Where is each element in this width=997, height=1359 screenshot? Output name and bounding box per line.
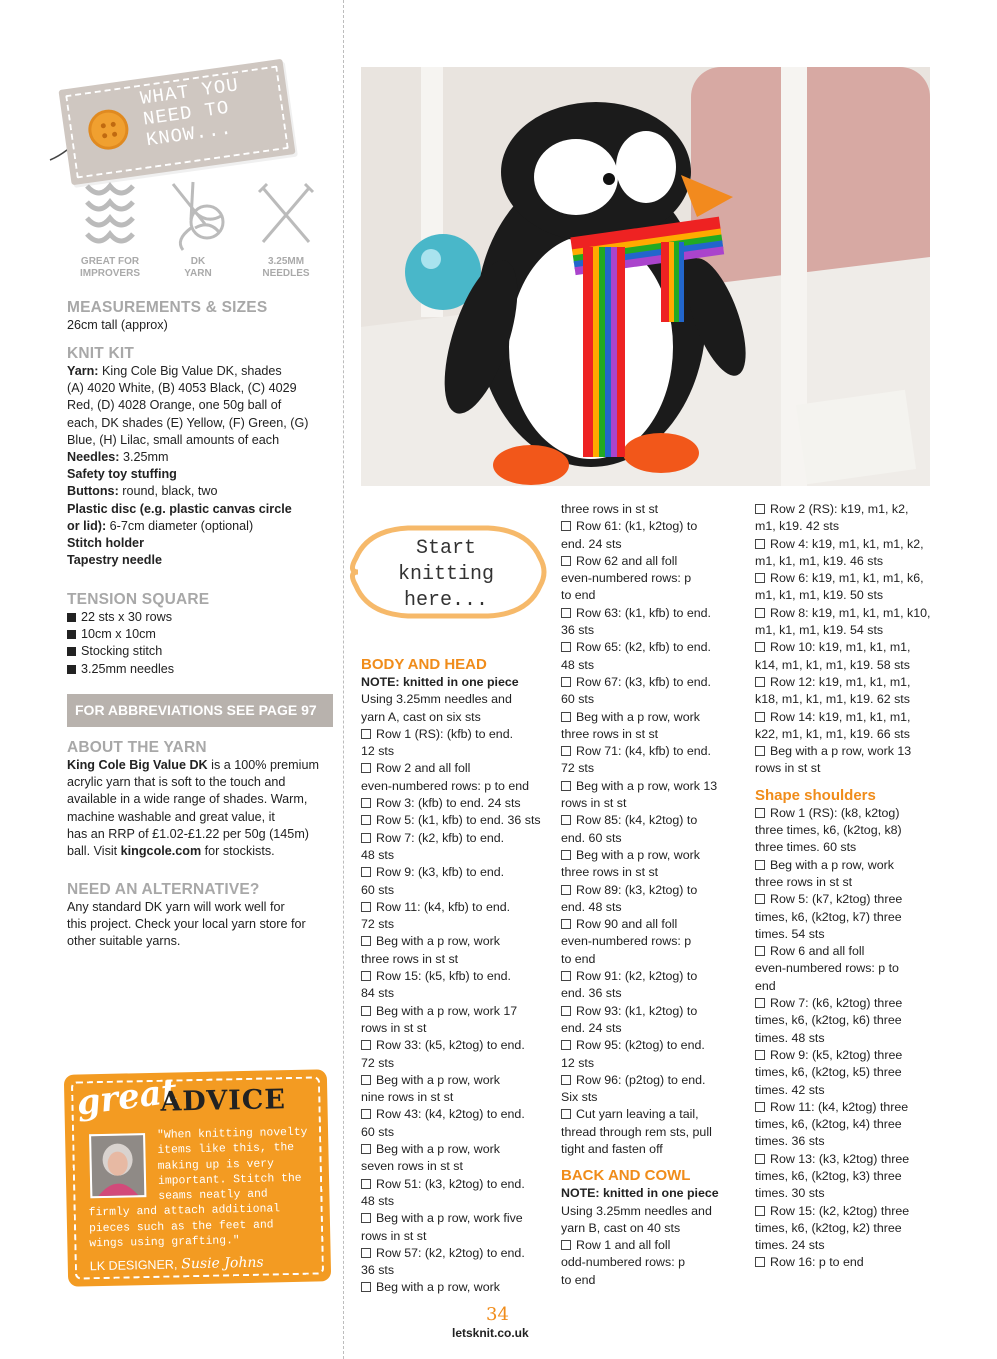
pattern-row-checkbox-line: Row 11: (k4, k2tog) three [755,1099,941,1116]
pattern-note: NOTE: knitted in one piece [361,675,519,689]
pattern-row-checkbox-line: Row 11: (k4, kfb) to end. [361,899,547,916]
pattern-row-checkbox-line: Row 71: (k4, kfb) to end. [561,743,747,760]
pattern-line: 72 sts [361,1055,395,1070]
pattern-line: 60 sts [561,692,595,707]
pattern-row-checkbox-line: Row 1 and all foll [561,1237,747,1254]
pattern-line: 12 sts [361,744,395,759]
pattern-line: times, k6, (k2tog, k7) three [755,909,902,924]
kit-line: Tapestry needle [67,553,162,568]
pattern-line: 36 sts [361,1263,395,1278]
pattern-row-checkbox-line: Cut yarn leaving a tail, [561,1106,747,1123]
kit-line: Red, (D) 4028 Orange, one 50g ball of [67,398,282,413]
abbreviations-bar: FOR ABBREVIATIONS SEE PAGE 97 [67,694,333,727]
pattern-row-checkbox-line: Beg with a p row, work 17 [361,1003,547,1020]
icon-label-improvers: GREAT FOR IMPROVERS [79,256,140,279]
section-heading: BACK AND COWL [561,1167,691,1185]
pattern-row-checkbox-line: Row 1 (RS): (kfb) to end. [361,726,547,743]
pattern-row-checkbox-line: Beg with a p row, work five [361,1210,547,1227]
improvers-badge [70,180,150,280]
pattern-line: even-numbered rows: p [561,934,692,949]
stitch-icon [77,180,143,252]
pattern-line: end. 36 sts [561,986,622,1001]
site-url: letsknit.co.uk [452,1326,529,1340]
pattern-line: three rows in st st [561,726,659,741]
pattern-line: end. 60 sts [561,830,622,845]
pattern-line: odd-numbered rows: p [561,1255,685,1270]
kit-line: Stitch holder [67,536,144,551]
pattern-row-checkbox-line: Row 2 and all foll [361,760,547,777]
pattern-row-checkbox-line: Row 9: (k3, kfb) to end. [361,864,547,881]
pattern-line: times, k6, (k2tog, k6) three [755,1013,902,1028]
kit-line: Blue, (H) Lilac, small amounts of each [67,432,280,447]
pattern-row-checkbox-line: Row 9: (k5, k2tog) three [755,1047,941,1064]
kit-line: Plastic disc (e.g. plastic canvas circle [67,501,292,516]
pattern-line: 48 sts [561,657,595,672]
pattern-line: even-numbered rows: p to [755,961,899,976]
yarn-line: available in a wide range of shades. Warm, [67,792,308,807]
pattern-row-checkbox-line: Row 13: (k3, k2tog) three [755,1151,941,1168]
pattern-line: times. 36 sts [755,1134,825,1149]
pattern-row-checkbox-line: Beg with a p row, work [755,857,941,874]
page-number: 34 [486,1304,509,1325]
pattern-row-checkbox-line: Row 93: (k1, k2tog) to [561,1003,747,1020]
measurements-text: 26cm tall (approx) [67,318,168,332]
icon-label-yarn: DK YARN [184,256,212,279]
pattern-line: three times, k6, (k2tog, k8) [755,823,902,838]
pattern-row-checkbox-line: Row 7: (k6, k2tog) three [755,995,941,1012]
pattern-line: 12 sts [561,1055,595,1070]
pattern-line: three times. 60 sts [755,840,857,855]
pattern-line: times. 24 sts [755,1238,825,1253]
pattern-line: m1, k1, m1, k19. 54 sts [755,623,884,638]
pattern-row-checkbox-line: Beg with a p row, work [361,1279,547,1296]
pattern-row-checkbox-line: Beg with a p row, work [361,1072,547,1089]
alt-line: this project. Check your local yarn store for [67,917,306,932]
pattern-row-checkbox-line: Row 90 and all foll [561,916,747,933]
yarn-ball-icon [165,180,231,252]
pattern-line: seven rows in st st [361,1159,463,1174]
tension-section [67,590,333,678]
pattern-line: tight and fasten off [561,1141,663,1156]
advice-quote: "When knitting novelty items like this, the making up is very important. Stitch the seams neatly and firmly and attach additional pieces such as the feet and wings using grafting." [88,1126,308,1251]
kit-line: Buttons: round, black, two [67,484,218,499]
spacer [561,1158,747,1166]
pattern-row-checkbox-line: Row 15: (k2, k2tog) three [755,1203,941,1220]
icon-label-needles: 3.25MM NEEDLES [262,256,310,279]
tension-heading: TENSION SQUARE [67,591,210,608]
pattern-line: m1, k1, m1, k19. 46 sts [755,553,884,568]
needles-badge [246,180,326,280]
pattern-row-checkbox-line: Row 43: (k4, k2tog) to end. [361,1106,547,1123]
pattern-line: times. 54 sts [755,926,825,941]
pattern-row-checkbox-line: Row 4: k19, m1, k1, m1, k2, [755,536,941,553]
pattern-line: end. 24 sts [561,536,622,551]
pattern-row-checkbox-line: Row 96: (p2tog) to end. [561,1072,747,1089]
pattern-column-3 [755,501,941,1272]
pattern-row-checkbox-line: Row 6 and all foll [755,943,941,960]
pattern-line: m1, k19. 42 sts [755,519,840,534]
start-knitting-label: Start knitting here... [397,537,494,612]
pattern-row-checkbox-line: Beg with a p row, work [361,1141,547,1158]
section-heading: Shape shoulders [755,786,876,804]
pattern-row-checkbox-line: Row 33: (k5, k2tog) to end. [361,1037,547,1054]
pattern-line: Six sts [561,1090,598,1105]
needles-icon [253,180,319,252]
pattern-row-checkbox-line: Row 10: k19, m1, k1, m1, [755,639,941,656]
banner-title: WHAT YOU NEED TO KNOW... [138,74,241,152]
advice-great-script: great [74,1071,180,1124]
pattern-line: to end [561,588,596,603]
kit-line: Needles: 3.25mm [67,450,169,465]
about-yarn-section [67,738,333,860]
pattern-line: even-numbered rows: p to end [361,778,530,793]
pattern-row-checkbox-line: Row 6: k19, m1, k1, m1, k6, [755,570,941,587]
pattern-line: times, k6, (k2tog, k2) three [755,1220,902,1235]
pattern-row-checkbox-line: Row 2 (RS): k19, m1, k2, [755,501,941,518]
pattern-line: three rows in st st [561,865,659,880]
pattern-line: times. 30 sts [755,1186,825,1201]
pattern-line: times, k6, (k2tog, k5) three [755,1065,902,1080]
pattern-line: times. 42 sts [755,1082,825,1097]
about-yarn-heading: ABOUT THE YARN [67,739,207,756]
advice-designer: LK DESIGNER, Susie Johns [89,1254,264,1274]
pattern-line: Using 3.25mm needles and [361,692,512,707]
yarn-badge [158,180,238,280]
tension-item: 22 sts x 30 rows [67,609,333,626]
pattern-line: 36 sts [561,623,595,638]
pattern-row-checkbox-line: Row 62 and all foll [561,553,747,570]
pattern-line: 60 sts [361,882,395,897]
tension-item: 10cm x 10cm [67,626,333,643]
tension-item: 3.25mm needles [67,661,333,678]
pattern-row-checkbox-line: Beg with a p row, work [561,847,747,864]
advice-title: ADVICE [160,1084,287,1118]
page-divider [343,0,344,1359]
pattern-row-checkbox-line: Row 5: (k1, kfb) to end. 36 sts [361,812,547,829]
pattern-line: even-numbered rows: p [561,571,692,586]
pattern-row-checkbox-line: Row 15: (k5, kfb) to end. [361,968,547,985]
pattern-row-checkbox-line: Row 8: k19, m1, k1, m1, k10, [755,605,941,622]
pattern-line: times, k6, (k2tog, k3) three [755,1168,902,1183]
great-advice-box [64,1069,331,1286]
pattern-line: k14, m1, k1, m1, k19. 58 sts [755,657,910,672]
pattern-row-checkbox-line: Row 91: (k2, k2tog) to [561,968,747,985]
pattern-line: three rows in st st [755,874,853,889]
pattern-row-checkbox-line: Beg with a p row, work [561,709,747,726]
pattern-row-checkbox-line: Beg with a p row, work 13 [561,778,747,795]
penguin-photo [361,67,930,486]
pattern-line: thread through rem sts, pull [561,1124,712,1139]
pattern-row-checkbox-line: Row 65: (k2, kfb) to end. [561,639,747,656]
pattern-row-checkbox-line: Row 61: (k1, k2tog) to [561,518,747,535]
pattern-line: to end [561,1272,596,1287]
pattern-line: 84 sts [361,986,395,1001]
pattern-row-checkbox-line: Row 85: (k4, k2tog) to [561,812,747,829]
kit-line: (A) 4020 White, (B) 4053 Black, (C) 4029 [67,381,297,396]
pattern-line: yarn B, cast on 40 sts [561,1220,681,1235]
pattern-column-1 [361,655,547,1297]
alternative-heading: NEED AN ALTERNATIVE? [67,881,260,898]
pattern-line: to end [561,951,596,966]
pattern-line: end. 24 sts [561,1020,622,1035]
pattern-row-checkbox-line: Row 51: (k3, k2tog) to end. [361,1176,547,1193]
start-knitting-tag [348,518,548,626]
pattern-row-checkbox-line: Row 95: (k2tog) to end. [561,1037,747,1054]
kit-line: each, DK shades (E) Yellow, (F) Green, (G) [67,415,309,430]
pattern-line: 60 sts [361,1124,395,1139]
pattern-line: m1, k1, m1, k19. 50 sts [755,588,884,603]
yarn-line: has an RRP of £1.02-£1.22 per 50g (145m) [67,826,309,841]
pattern-row-checkbox-line: Row 57: (k2, k2tog) to end. [361,1245,547,1262]
pattern-line: rows in st st [561,796,627,811]
pattern-line: three rows in st st [361,951,459,966]
pattern-line: times. 48 sts [755,1030,825,1045]
pattern-line: rows in st st [755,761,821,776]
pattern-row-checkbox-line: Row 12: k19, m1, k1, m1, [755,674,941,691]
pattern-line: times, k6, (k2tog, k4) three [755,1117,902,1132]
yarn-line: ball. Visit kingcole.com for stockists. [67,844,275,859]
pattern-line: k18, m1, k1, m1, k19. 62 sts [755,692,910,707]
pattern-row-checkbox-line: Row 7: (k2, kfb) to end. [361,830,547,847]
pattern-row-checkbox-line: Row 16: p to end [755,1254,941,1271]
yarn-line: machine washable and great value, it [67,809,275,824]
knit-kit-heading: KNIT KIT [67,345,135,362]
pattern-row-checkbox-line: Row 63: (k1, kfb) to end. [561,605,747,622]
banner-card [58,59,295,186]
pattern-row-checkbox-line: Row 67: (k3, kfb) to end. [561,674,747,691]
yarn-line: King Cole Big Value DK is a 100% premium [67,758,319,772]
alternative-section [67,880,333,951]
pattern-row-checkbox-line: Beg with a p row, work 13 [755,743,941,760]
alt-line: Any standard DK yarn will work well for [67,900,285,914]
pattern-line: Using 3.25mm needles and [561,1203,712,1218]
pattern-line: 72 sts [561,761,595,776]
kit-line: Safety toy stuffing [67,467,177,482]
body-and-head-heading: BODY AND HEAD [361,656,487,673]
pattern-line: 48 sts [361,847,395,862]
pattern-line: end. 48 sts [561,899,622,914]
pattern-line: rows in st st [361,1228,427,1243]
kit-line: Yarn: King Cole Big Value DK, shades [67,364,282,378]
pattern-column-2 [561,501,747,1289]
tension-item: Stocking stitch [67,643,333,660]
pattern-line: three rows in st st [561,502,659,516]
pattern-row-checkbox-line: Row 5: (k7, k2tog) three [755,891,941,908]
alt-line: other suitable yarns. [67,934,181,949]
pattern-line: nine rows in st st [361,1090,454,1105]
yarn-line: acrylic yarn that is soft to the touch and [67,775,286,790]
pattern-line: yarn A, cast on six sts [361,709,481,724]
measurements-heading: MEASUREMENTS & SIZES [67,299,268,316]
pattern-row-checkbox-line: Row 14: k19, m1, k1, m1, [755,709,941,726]
pattern-row-checkbox-line: Beg with a p row, work [361,933,547,950]
pattern-row-checkbox-line: Row 3: (kfb) to end. 24 sts [361,795,547,812]
kit-line: or lid): 6-7cm diameter (optional) [67,518,254,533]
pattern-line: 72 sts [361,917,395,932]
knit-kit-section [67,344,333,569]
pattern-row-checkbox-line: Row 1 (RS): (k8, k2tog) [755,805,941,822]
pattern-line: k22, m1, k1, m1, k19. 66 sts [755,726,910,741]
spacer [755,778,941,786]
pattern-line: end [755,978,776,993]
pattern-note: NOTE: knitted in one piece [561,1186,719,1201]
pattern-row-checkbox-line: Row 89: (k3, k2tog) to [561,882,747,899]
pattern-line: rows in st st [361,1020,427,1035]
pattern-line: 48 sts [361,1193,395,1208]
measurements-section [67,298,333,334]
